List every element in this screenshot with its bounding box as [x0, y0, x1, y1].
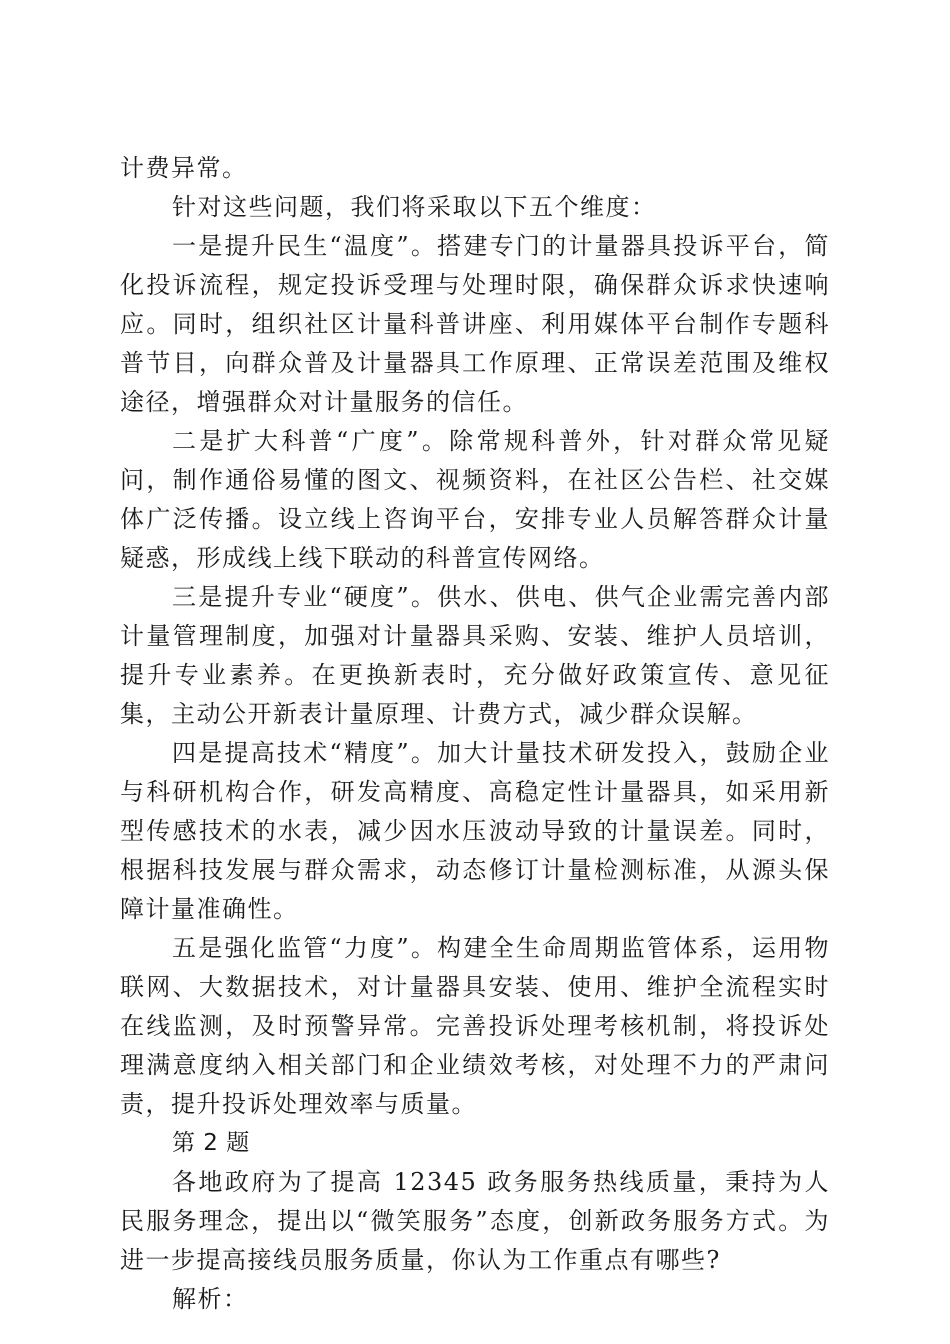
- document-body: [120, 149, 830, 1319]
- question-heading: 第 2 题: [172, 1130, 250, 1156]
- paragraph-point-4: 四是提高技术“精度”。加大计量技术研发投入，鼓励企业与科研机构合作，研发高精度、高稳定性计量器具，如采用新型传感技术的水表，减少因水压波动导致的计量误差。同时，根据科技发展与群众需求，动态修订计量检测标准，从源头保障计量准确性。: [120, 739, 830, 923]
- paragraph-point-1: 一是提升民生“温度”。搭建专门的计量器具投诉平台，简化投诉流程，规定投诉受理与处理时限，确保群众诉求快速响应。同时，组织社区计量科普讲座、利用媒体平台制作专题科普节目，向群众普及计量器具工作原理、正常误差范围及维权途径，增强群众对计量服务的信任。: [120, 232, 830, 416]
- paragraph-point-5: 五是强化监管“力度”。构建全生命周期监管体系，运用物联网、大数据技术，对计量器具安装、使用、维护全流程实时在线监测，及时预警异常。完善投诉处理考核机制，将投诉处理满意度纳入相关部门和企业绩效考核，对处理不力的严肃问责，提升投诉处理效率与质量。: [120, 934, 830, 1118]
- paragraph-intro: 针对这些问题，我们将采取以下五个维度：: [172, 193, 657, 221]
- paragraph-continuation: 计费异常。: [120, 154, 248, 182]
- paragraph-point-2: 二是扩大科普“广度”。除常规科普外，针对群众常见疑问，制作通俗易懂的图文、视频资料，在社区公告栏、社交媒体广泛传播。设立线上咨询平台，安排专业人员解答群众计量疑惑，形成线上线下联动的科普宣传网络。: [120, 427, 830, 572]
- question-text: 各地政府为了提高 12345 政务服务热线质量，秉持为人民服务理念，提出以“微笑服务”态度，创新政务服务方式。为进一步提高接线员服务质量，你认为工作重点有哪些?: [120, 1168, 830, 1274]
- paragraph-point-3: 三是提升专业“硬度”。供水、供电、供气企业需完善内部计量管理制度，加强对计量器具采购、安装、维护人员培训，提升专业素养。在更换新表时，充分做好政策宣传、意见征集，主动公开新表计量原理、计费方式，减少群众误解。: [120, 583, 830, 728]
- analysis-label: 解析：: [172, 1285, 249, 1313]
